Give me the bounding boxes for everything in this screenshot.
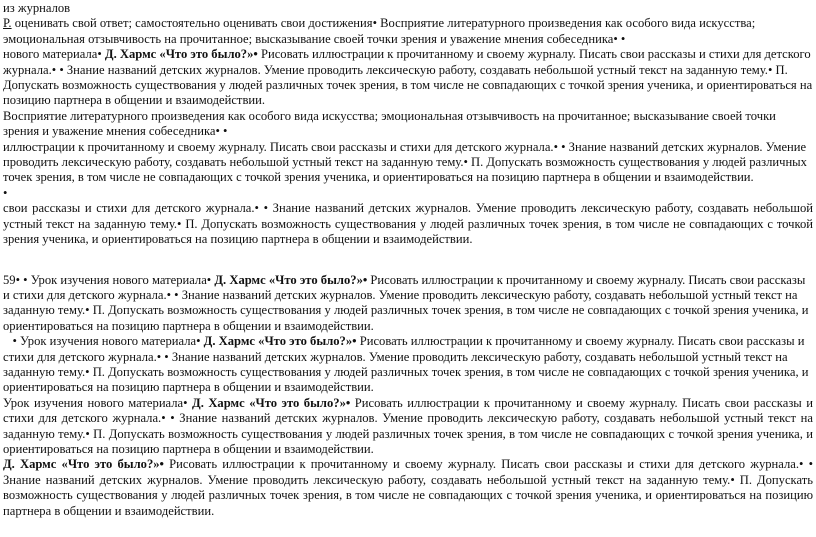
lesson-row-3 (3, 396, 813, 458)
paragraph-perception: Восприятие литературного произведения как особого вида искусства; эмоциональная отзывчивость на прочитанное; высказывание своей точки зрения и уважение мнения собеседника• • (3, 108, 776, 139)
label-r: Р. (3, 16, 12, 31)
lesson-59-content: Рисовать иллюстрации к прочитанному и своему журналу. Писать свои рассказы и стихи для детского журнала.• • Знание названий детских журналов. Умение проводить лексическую работу, создавать небольшой устный текст на заданную тему.• П. Допускать возможность существования у людей различных точек зрения, в том числе не совпадающих с точкой зрения ученика, и ориентироваться на позицию партнера в общении и взаимодействии. (3, 272, 809, 333)
lesson-3-content: Рисовать иллюстрации к прочитанному и своему журналу. Писать свои рассказы и стихи для детского журнала.• • Знание названий детских журналов. Умение проводить лексическую работу, создавать небольшой устный текст на заданную тему.• П. Допускать возможность существования у людей различных точек зрения, в том числе не совпадающих с точкой зрения ученика, и ориентироваться на позицию партнера в общении и взаимодействии. (3, 395, 813, 456)
lesson-row-2 (3, 334, 813, 396)
lesson-2-title: Д. Хармс «Что это было?»• (200, 334, 357, 349)
lesson-row-4 (3, 457, 813, 519)
lesson-59-type: 59• • Урок изучения нового материала• (3, 272, 212, 287)
text-self-assessment: оценивать свой ответ; самостоятельно оценивать свои достижения• Восприятие литературного произведения как особого вида искусства; эмоциональная отзывчивость на прочитанное; высказывание своей точки зрения и уважение мнения собеседника• • (3, 16, 756, 46)
paragraph-illustrations: иллюстрации к прочитанному и своему журналу. Писать свои рассказы и стихи для детского журнала.• • Знание названий детских журналов. Умение проводить лексическую работу, создавать небольшой устный текст на заданную тему.• П. Допускать возможность существования у людей различных точек зрения, в том числе не совпадающих с точкой зрения ученика, и ориентироваться на позицию партнера в общении и взаимодействии. (3, 139, 807, 185)
lesson-59-title: Д. Хармс «Что это было?»• (211, 272, 368, 287)
paragraph-stories: свои рассказы и стихи для детского журнала.• • Знание названий детских журналов. Умение проводить лексическую работу, создавать небольшой устный текст на заданную тему.• П. Допускать возможность существования у людей различных точек зрения, в том числе не совпадающих с точкой зрения ученика, и ориентироваться на позицию партнера в общении и взаимодействии. (3, 201, 813, 247)
document-page (3, 1, 813, 519)
text-new-material: нового материала• (3, 47, 102, 62)
text-activities: Рисовать иллюстрации к прочитанному и своему журналу. Писать свои рассказы и стихи для детского журнала.• • Знание названий детских журналов. Умение проводить лексическую работу, создавать небольшой устный текст на заданную тему.• П. Допускать возможность существования у людей различных точек зрения, в том числе не совпадающих с точкой зрения ученика, и ориентироваться на позицию партнера в общении и взаимодействии. (3, 47, 813, 108)
lesson-2-type: • Урок изучения нового материала• (3, 334, 201, 349)
lesson-4-title: Д. Хармс «Что это было?»• (3, 457, 164, 472)
lesson-3-type: Урок изучения нового материала• (3, 395, 188, 410)
bullet-line: • (3, 185, 8, 200)
paragraph-self-assessment (3, 16, 813, 47)
lesson-row-59 (3, 273, 813, 335)
lesson-title: Д. Хармс «Что это было?»• (101, 47, 258, 62)
lesson-3-title: Д. Хармс «Что это было?»• (187, 395, 351, 410)
lesson-2-content: Рисовать иллюстрации к прочитанному и своему журналу. Писать свои рассказы и стихи для детского журнала.• • Знание названий детских журналов. Умение проводить лексическую работу, создавать небольшой устный текст на заданную тему.• П. Допускать возможность существования у людей различных точек зрения, в том числе не совпадающих с точкой зрения ученика, и ориентироваться на позицию партнера в общении и взаимодействии. (3, 334, 809, 395)
lesson-4-content: Рисовать иллюстрации к прочитанному и своему журналу. Писать свои рассказы и стихи для детского журнала.• • Знание названий детских журналов. Умение проводить лексическую работу, создавать небольшой устный текст на заданную тему.• П. Допускать возможность существования у людей различных точек зрения, в том числе не совпадающих с точкой зрения ученика, и ориентироваться на позицию партнера в общении и взаимодействии. (3, 457, 814, 518)
line-journals-fragment: из журналов (3, 1, 71, 15)
paragraph-new-material (3, 47, 813, 109)
